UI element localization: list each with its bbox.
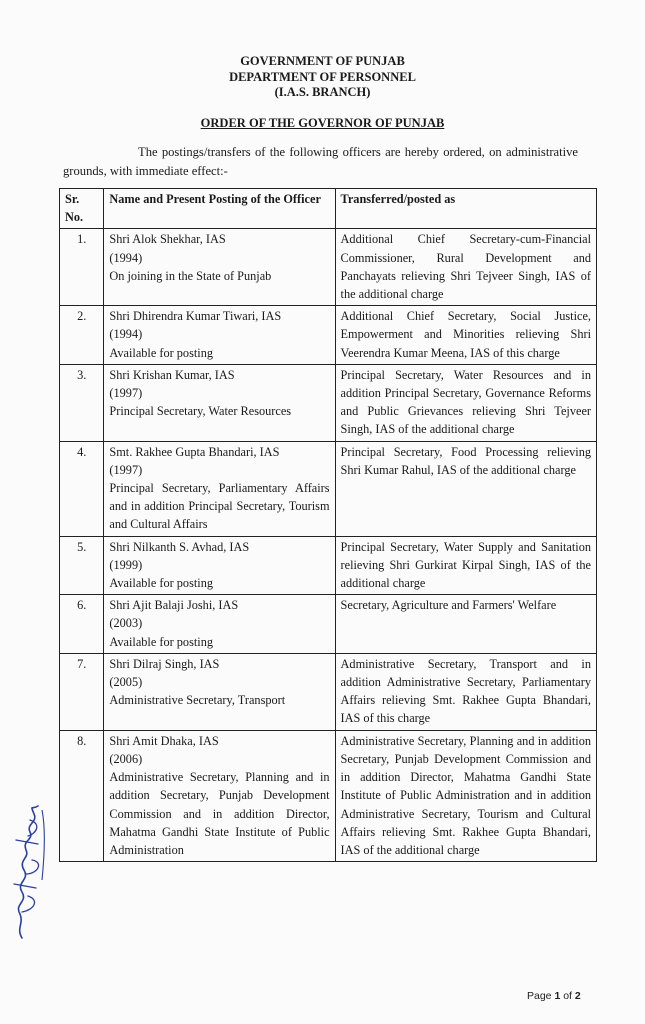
officer-batch: (2006) (109, 751, 143, 766)
row-officer (104, 653, 335, 730)
handwritten-signature (8, 800, 50, 948)
officer-batch: (1999) (109, 557, 143, 572)
row-sr-no: 2. (60, 306, 104, 365)
header-government: GOVERNMENT OF PUNJAB (240, 54, 405, 68)
officer-batch: (1997) (109, 462, 143, 477)
officer-posting: Available for posting (109, 576, 213, 591)
order-title: ORDER OF THE GOVERNOR OF PUNJAB (200, 116, 445, 130)
officer-name: Shri Krishan Kumar, IAS (109, 367, 235, 382)
row-transferred: Additional Chief Secretary, Social Justice, Empowerment and Minorities relieving Shri Veerendra Kumar Meena, IAS of this charge (335, 306, 596, 365)
row-transferred: Administrative Secretary, Planning and in addition Secretary, Punjab Development Commission and in addition Director, Mahatma Gandhi State Institute of Public Administration and in addition Administrative Secretary, Tourism and Cultural Affairs relieving Smt. Rakhee Gupta Bhandari, IAS of the additional charge (335, 730, 596, 861)
officer-name: Shri Alok Shekhar, IAS (109, 232, 226, 247)
officer-posting: Administrative Secretary, Planning and in addition Secretary, Punjab Development Commission and in addition Director, Mahatma Gandhi State Institute of Public Administration (109, 770, 330, 857)
row-officer (104, 595, 335, 654)
row-officer (104, 306, 335, 365)
row-transferred: Secretary, Agriculture and Farmers' Welfare (335, 595, 596, 654)
page-number: Page 1 of 2 (527, 990, 581, 1002)
officer-name: Smt. Rakhee Gupta Bhandari, IAS (109, 444, 280, 459)
header-department: DEPARTMENT OF PERSONNEL (229, 69, 416, 84)
row-sr-no: 7. (60, 653, 104, 730)
row-transferred: Additional Chief Secretary-cum-Financial Commissioner, Rural Development and Panchayats relieving Shri Tejveer Singh, IAS of the additional charge (335, 229, 596, 306)
header-name-posting: Name and Present Posting of the Officer (104, 189, 335, 229)
officer-batch: (2003) (109, 616, 143, 631)
header-sr-no: Sr. No. (60, 189, 104, 229)
table-row (60, 441, 597, 536)
intro-paragraph: The postings/transfers of the following officers are hereby ordered, on administrative grounds, with immediate effect:- (63, 145, 578, 178)
table-row (60, 306, 597, 365)
officer-batch: (1994) (109, 327, 143, 342)
row-sr-no: 6. (60, 595, 104, 654)
officer-name: Shri Amit Dhaka, IAS (109, 733, 219, 748)
officer-batch: (1997) (109, 386, 143, 401)
row-officer (104, 730, 335, 861)
officer-posting: Principal Secretary, Water Resources (109, 404, 292, 419)
table-row (60, 229, 597, 306)
row-transferred: Principal Secretary, Water Supply and Sanitation relieving Shri Gurkirat Kirpal Singh, IAS of the additional charge (335, 536, 596, 595)
postings-table (59, 188, 597, 862)
row-officer (104, 441, 335, 536)
table-row (60, 730, 597, 861)
row-sr-no: 3. (60, 364, 104, 441)
officer-batch: (1994) (109, 250, 143, 265)
row-transferred: Principal Secretary, Water Resources and in addition Principal Secretary, Governance Reforms and Public Grievances relieving Shri Tejveer Singh, IAS of the additional charge (335, 364, 596, 441)
officer-name: Shri Nilkanth S. Avhad, IAS (109, 539, 250, 554)
officer-posting: Available for posting (109, 345, 213, 360)
officer-name: Shri Ajit Balaji Joshi, IAS (109, 598, 239, 613)
row-sr-no: 5. (60, 536, 104, 595)
header-transferred: Transferred/posted as (335, 189, 596, 229)
officer-posting: On joining in the State of Punjab (109, 268, 272, 283)
row-officer (104, 364, 335, 441)
table-row (60, 364, 597, 441)
header-branch: (I.A.S. BRANCH) (274, 85, 371, 99)
table-row (60, 595, 597, 654)
table-header-row (60, 189, 597, 229)
row-officer (104, 536, 335, 595)
row-transferred: Administrative Secretary, Transport and in addition Administrative Secretary, Parliamentary Affairs relieving Smt. Rakhee Gupta Bhandari, IAS of this charge (335, 653, 596, 730)
officer-posting: Administrative Secretary, Transport (109, 693, 286, 708)
row-sr-no: 1. (60, 229, 104, 306)
officer-posting: Available for posting (109, 634, 213, 649)
officer-name: Shri Dhirendra Kumar Tiwari, IAS (109, 309, 282, 324)
row-sr-no: 4. (60, 441, 104, 536)
document-header (0, 54, 645, 101)
officer-name: Shri Dilraj Singh, IAS (109, 656, 220, 671)
row-transferred: Principal Secretary, Food Processing relieving Shri Kumar Rahul, IAS of the additional charge (335, 441, 596, 536)
row-sr-no: 8. (60, 730, 104, 861)
officer-batch: (2005) (109, 675, 143, 690)
table-row (60, 536, 597, 595)
row-officer (104, 229, 335, 306)
officer-posting: Principal Secretary, Parliamentary Affairs and in addition Principal Secretary, Tourism and Cultural Affairs (109, 481, 330, 532)
table-row (60, 653, 597, 730)
